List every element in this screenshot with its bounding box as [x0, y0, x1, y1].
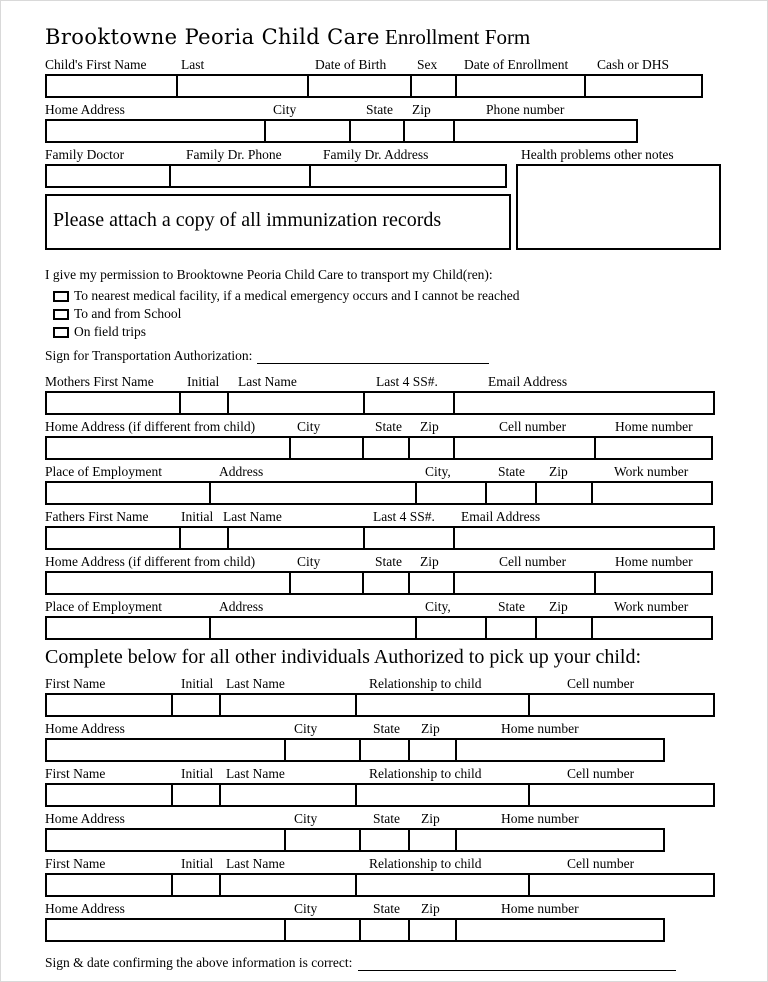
child-zip-field[interactable] [403, 119, 455, 143]
field-label: First Name [45, 766, 106, 781]
field-label: Work number [614, 464, 689, 479]
family-doctor-phone-field[interactable] [169, 164, 311, 188]
mother-email-field[interactable] [453, 391, 715, 415]
field-label: Zip [421, 811, 440, 826]
pickup-address-row [45, 811, 725, 852]
field-label: State [366, 102, 393, 117]
field-label: Work number [614, 599, 689, 614]
father-first-name-field[interactable] [45, 526, 181, 550]
father-employer-field[interactable] [45, 616, 211, 640]
father-employer-zip-field[interactable] [535, 616, 593, 640]
father-employer-state-field[interactable] [485, 616, 537, 640]
pickup-first-name-field[interactable] [45, 783, 173, 807]
family-doctor-field[interactable] [45, 164, 171, 188]
father-employer-address-field[interactable] [209, 616, 417, 640]
mother-home-address-field[interactable] [45, 436, 291, 460]
field-label: Zip [421, 901, 440, 916]
pickup-city-field[interactable] [284, 828, 361, 852]
transport-option-row [53, 323, 725, 341]
pickup-cell-field[interactable] [528, 783, 715, 807]
brand-name: Brooktowne Peoria Child Care [45, 25, 380, 49]
pickup-name-row [45, 676, 725, 717]
field-label: State [373, 901, 400, 916]
pickup-zip-field[interactable] [408, 828, 457, 852]
field-label: Date of Birth [315, 57, 387, 72]
field-label: State [373, 721, 400, 736]
pickup-person-1 [45, 676, 767, 762]
field-label: Relationship to child [369, 856, 482, 871]
transport-medical-checkbox[interactable] [53, 291, 69, 302]
field-label: Place of Employment [45, 599, 162, 614]
doctor-cluster [45, 164, 725, 252]
mother-last4-ssn-field[interactable] [363, 391, 455, 415]
field-label: Last Name [226, 856, 285, 871]
father-home-number-field[interactable] [594, 571, 713, 595]
field-label: Relationship to child [369, 766, 482, 781]
field-label: Health problems other notes [521, 147, 674, 162]
pickup-name-fields [45, 693, 725, 717]
field-label: Last Name [226, 676, 285, 691]
field-label: Cell number [567, 856, 635, 871]
child-city-field[interactable] [264, 119, 351, 143]
father-state-field[interactable] [362, 571, 410, 595]
field-label: Last Name [238, 374, 297, 389]
father-address-labels [45, 554, 725, 571]
child-name-row [45, 57, 725, 98]
transport-option-row [53, 287, 725, 305]
pickup-last-name-field[interactable] [219, 693, 357, 717]
field-label: Cell number [567, 676, 635, 691]
field-label: Home Address [45, 102, 125, 117]
field-label: Initial [181, 766, 214, 781]
pickup-state-field[interactable] [359, 918, 410, 942]
field-label: Family Doctor [45, 147, 125, 162]
child-home-address-field[interactable] [45, 119, 266, 143]
field-label: City, [425, 464, 451, 479]
field-label: Email Address [461, 509, 541, 524]
transport-option-label: On field trips [74, 324, 146, 339]
mother-city-field[interactable] [289, 436, 364, 460]
child-cash-or-dhs-field[interactable] [584, 74, 703, 98]
mother-employer-zip-field[interactable] [535, 481, 593, 505]
field-label: Last 4 SS#. [376, 374, 438, 389]
child-address-labels [45, 102, 725, 119]
field-label: Last 4 SS#. [373, 509, 435, 524]
field-label: Phone number [486, 102, 565, 117]
pickup-city-field[interactable] [284, 738, 361, 762]
pickup-zip-field[interactable] [408, 738, 457, 762]
pickup-initial-field[interactable] [171, 783, 221, 807]
pickup-home-number-field[interactable] [455, 918, 665, 942]
pickup-last-name-field[interactable] [219, 783, 357, 807]
field-label: Family Dr. Address [323, 147, 429, 162]
father-employment-fields [45, 616, 725, 640]
father-employer-city-field[interactable] [415, 616, 487, 640]
field-label: Email Address [488, 374, 568, 389]
field-label: Zip [412, 102, 431, 117]
pickup-address-labels [45, 811, 725, 828]
pickup-relationship-field[interactable] [355, 783, 530, 807]
field-label: Fathers First Name [45, 509, 149, 524]
pickup-address-row [45, 721, 725, 762]
field-label: City [297, 419, 321, 434]
field-label: Initial [181, 676, 214, 691]
child-name-fields [45, 74, 725, 98]
field-label: Zip [421, 721, 440, 736]
father-city-field[interactable] [289, 571, 364, 595]
father-name-labels [45, 509, 725, 526]
mother-employment-fields [45, 481, 725, 505]
field-label: Sex [417, 57, 438, 72]
father-employment-labels [45, 599, 725, 616]
field-label: Last Name [226, 766, 285, 781]
field-label: State [498, 464, 525, 479]
field-label: First Name [45, 856, 106, 871]
mother-name-fields [45, 391, 725, 415]
child-last-name-field[interactable] [176, 74, 309, 98]
pickup-section-heading: Complete below for all other individuals Authorized to pick up your child: [45, 646, 641, 668]
pickup-state-field[interactable] [359, 738, 410, 762]
doctor-labels [45, 147, 725, 164]
father-address-row [45, 554, 725, 595]
field-label: Initial [181, 856, 214, 871]
mother-address-labels [45, 419, 725, 436]
field-label: Mothers First Name [45, 374, 154, 389]
pickup-cell-field[interactable] [528, 693, 715, 717]
field-label: State [373, 811, 400, 826]
field-label: Family Dr. Phone [186, 147, 282, 162]
pickup-last-name-field[interactable] [219, 873, 357, 897]
mother-state-field[interactable] [362, 436, 410, 460]
transport-sign-row [45, 344, 725, 364]
transport-section [45, 266, 725, 364]
father-zip-field[interactable] [408, 571, 455, 595]
confirmation-sign-row [45, 951, 725, 971]
pickup-home-number-field[interactable] [455, 738, 665, 762]
field-label: Home number [501, 811, 579, 826]
mother-cell-field[interactable] [453, 436, 596, 460]
field-label: Address [219, 464, 264, 479]
transport-school-checkbox[interactable] [53, 309, 69, 320]
mother-first-name-field[interactable] [45, 391, 181, 415]
field-label: Date of Enrollment [464, 57, 569, 72]
field-label: City [294, 721, 318, 736]
field-label: Relationship to child [369, 676, 482, 691]
pickup-cell-field[interactable] [528, 873, 715, 897]
pickup-relationship-field[interactable] [355, 693, 530, 717]
field-label: City [294, 811, 318, 826]
pickup-address-labels [45, 721, 725, 738]
pickup-state-field[interactable] [359, 828, 410, 852]
child-address-row [45, 102, 725, 143]
field-label: Home Address [45, 901, 125, 916]
immunization-note-text: Please attach a copy of all immunization records [53, 209, 442, 231]
field-label: Home number [615, 554, 693, 569]
pickup-home-address-field[interactable] [45, 738, 286, 762]
pickup-name-fields [45, 783, 725, 807]
father-last-name-field[interactable] [227, 526, 365, 550]
field-label: State [375, 419, 402, 434]
father-last4-ssn-field[interactable] [363, 526, 455, 550]
child-address-fields [45, 119, 725, 143]
child-dob-field[interactable] [307, 74, 412, 98]
confirmation-sign-label: Sign & date confirming the above information is correct: [45, 955, 353, 970]
immunization-note-box [45, 194, 511, 250]
field-label: City [273, 102, 297, 117]
field-label: Home Address (if different from child) [45, 554, 256, 569]
page-title [45, 25, 767, 57]
mother-zip-field[interactable] [408, 436, 455, 460]
pickup-city-field[interactable] [284, 918, 361, 942]
child-enrollment-date-field[interactable] [455, 74, 586, 98]
family-doctor-address-field[interactable] [309, 164, 507, 188]
child-state-field[interactable] [349, 119, 405, 143]
field-label: Home number [501, 901, 579, 916]
field-label: First Name [45, 676, 106, 691]
mother-employment-labels [45, 464, 725, 481]
pickup-address-row [45, 901, 725, 942]
pickup-zip-field[interactable] [408, 918, 457, 942]
field-label: Cell number [499, 419, 567, 434]
father-cell-field[interactable] [453, 571, 596, 595]
pickup-address-fields [45, 918, 725, 942]
confirmation-signature-line[interactable] [358, 956, 676, 971]
field-label: Address [219, 599, 264, 614]
father-name-row [45, 509, 725, 550]
field-label: City [294, 901, 318, 916]
field-label: Child's First Name [45, 57, 147, 72]
child-first-name-field[interactable] [45, 74, 178, 98]
mother-employer-state-field[interactable] [485, 481, 537, 505]
transport-sign-label: Sign for Transportation Authorization: [45, 348, 253, 363]
field-label: Place of Employment [45, 464, 162, 479]
pickup-name-labels [45, 676, 725, 693]
father-work-number-field[interactable] [591, 616, 713, 640]
mother-name-labels [45, 374, 725, 391]
transport-intro: I give my permission to Brooktowne Peoria Child Care to transport my Child(ren): [45, 267, 493, 282]
pickup-initial-field[interactable] [171, 873, 221, 897]
doctor-row [45, 147, 725, 252]
child-phone-field[interactable] [453, 119, 638, 143]
field-label: State [498, 599, 525, 614]
health-notes-field[interactable] [516, 164, 721, 250]
mother-address-row [45, 419, 725, 460]
pickup-address-fields [45, 738, 725, 762]
field-label: Last Name [223, 509, 282, 524]
pickup-address-labels [45, 901, 725, 918]
field-label: Home Address [45, 811, 125, 826]
field-label: Initial [187, 374, 220, 389]
mother-name-row [45, 374, 725, 415]
transport-option-row [53, 305, 725, 323]
father-employment-row [45, 599, 725, 640]
father-name-fields [45, 526, 725, 550]
mother-employer-field[interactable] [45, 481, 211, 505]
pickup-name-labels [45, 856, 725, 873]
transport-fieldtrips-checkbox[interactable] [53, 327, 69, 338]
pickup-person-3 [45, 856, 767, 942]
pickup-home-address-field[interactable] [45, 828, 286, 852]
transport-signature-line[interactable] [257, 349, 489, 364]
mother-work-number-field[interactable] [591, 481, 713, 505]
transport-option-label: To nearest medical facility, if a medical emergency occurs and I cannot be reached [74, 288, 520, 303]
field-label: Zip [549, 599, 568, 614]
pickup-address-fields [45, 828, 725, 852]
child-name-labels [45, 57, 725, 74]
mother-home-number-field[interactable] [594, 436, 713, 460]
field-label: Cell number [499, 554, 567, 569]
pickup-home-number-field[interactable] [455, 828, 665, 852]
pickup-name-labels [45, 766, 725, 783]
field-label: Cash or DHS [597, 57, 670, 72]
pickup-name-row [45, 856, 725, 897]
father-initial-field[interactable] [179, 526, 229, 550]
mother-employer-city-field[interactable] [415, 481, 487, 505]
field-label: Initial [181, 509, 214, 524]
field-label: City [297, 554, 321, 569]
pickup-name-row [45, 766, 725, 807]
field-label: Home number [615, 419, 693, 434]
field-label: Last [181, 57, 205, 72]
pickup-first-name-field[interactable] [45, 873, 173, 897]
pickup-initial-field[interactable] [171, 693, 221, 717]
field-label: City, [425, 599, 451, 614]
mother-employment-row [45, 464, 725, 505]
father-home-address-field[interactable] [45, 571, 291, 595]
transport-option-label: To and from School [74, 306, 182, 321]
field-label: Zip [549, 464, 568, 479]
pickup-first-name-field[interactable] [45, 693, 173, 717]
pickup-person-2 [45, 766, 767, 852]
field-label: State [375, 554, 402, 569]
pickup-relationship-field[interactable] [355, 873, 530, 897]
pickup-home-address-field[interactable] [45, 918, 286, 942]
father-email-field[interactable] [453, 526, 715, 550]
field-label: Home Address (if different from child) [45, 419, 256, 434]
field-label: Zip [420, 419, 439, 434]
mother-initial-field[interactable] [179, 391, 229, 415]
title-suffix: Enrollment Form [385, 25, 531, 49]
child-sex-field[interactable] [410, 74, 457, 98]
mother-employer-address-field[interactable] [209, 481, 417, 505]
mother-address-fields [45, 436, 725, 460]
field-label: Home Address [45, 721, 125, 736]
field-label: Home number [501, 721, 579, 736]
pickup-name-fields [45, 873, 725, 897]
field-label: Cell number [567, 766, 635, 781]
field-label: Zip [420, 554, 439, 569]
father-address-fields [45, 571, 725, 595]
mother-last-name-field[interactable] [227, 391, 365, 415]
